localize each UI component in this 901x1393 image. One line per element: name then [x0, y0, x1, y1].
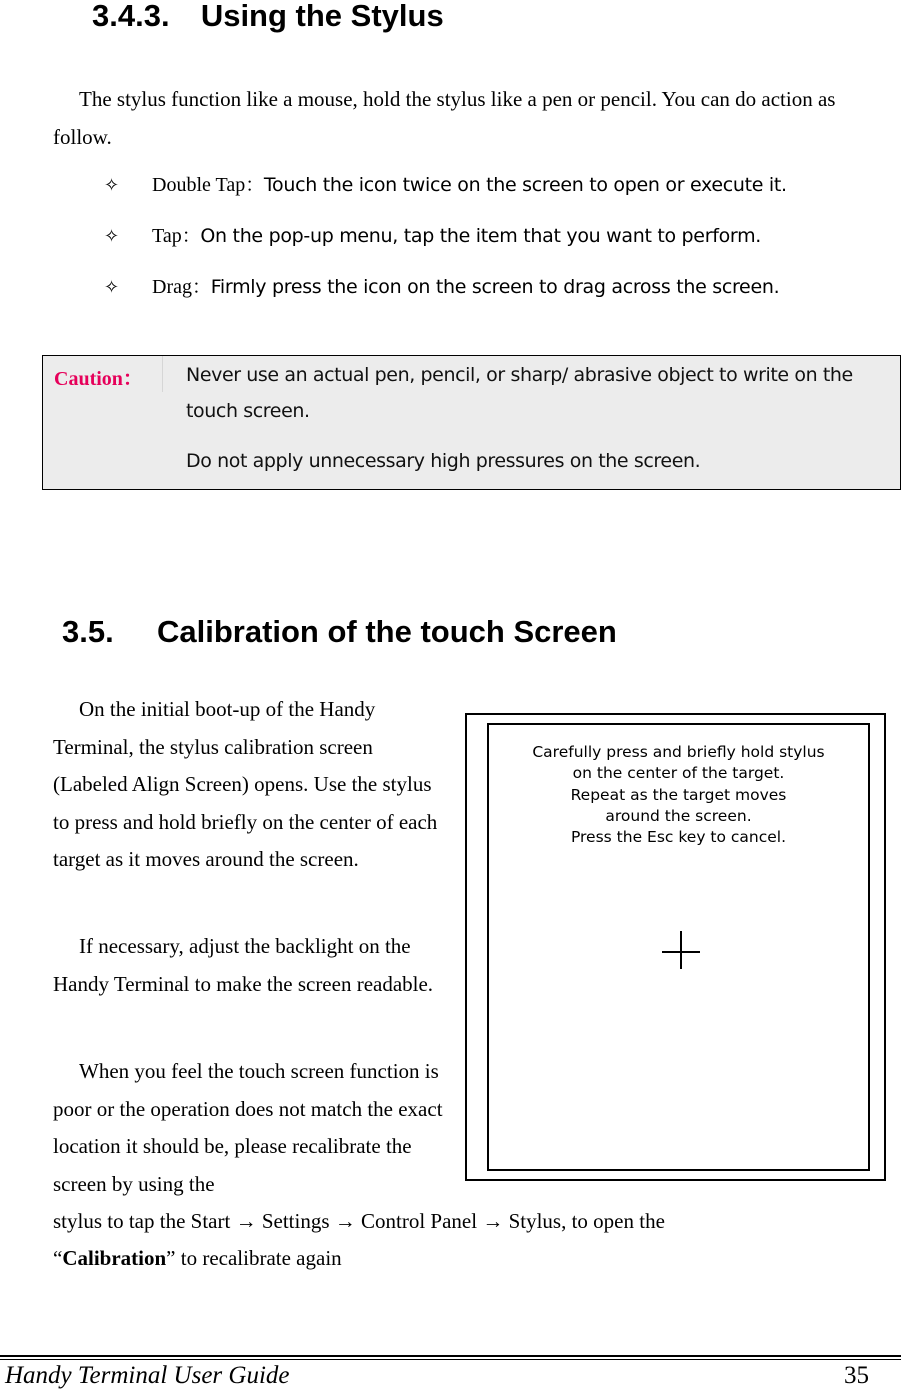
bullet-desc: Firmly press the icon on the screen to drag across the screen.: [210, 276, 780, 298]
page-number: 35: [844, 1362, 869, 1389]
caution-label: Caution：: [54, 368, 143, 390]
calibration-instructions: Carefully press and briefly hold stylus on the center of the target. Repeat as the target moves around the screen. Press the Esc key to cancel.: [532, 743, 825, 847]
bullet-term: Tap: [152, 225, 182, 247]
caution-line: touch screen.: [186, 400, 310, 422]
section-heading-3-5: [62, 614, 617, 650]
calibration-paragraph-2: If necessary, adjust the backlight on the Handy Terminal to make the screen readable.: [53, 934, 434, 996]
bullet-term: Double Tap: [152, 174, 246, 196]
caution-box: [42, 355, 901, 490]
calibration-screen: [487, 723, 870, 1171]
bullet-desc: Touch the icon twice on the screen to open or execute it.: [263, 174, 787, 196]
caution-divider: [162, 356, 163, 392]
bullet-marker-icon: ✧: [104, 277, 120, 298]
calibration-paragraph-3-end: “Calibration” to recalibrate again: [53, 1246, 342, 1270]
section-heading-3-4-3: [92, 0, 444, 34]
section-title: Using the Stylus: [200, 0, 444, 33]
footer-rule: [0, 1355, 901, 1357]
calibration-paragraph-3: When you feel the touch screen function is poor or the operation does not match the exact location it should be, please recalibrate the screen by using the: [53, 1059, 443, 1196]
section-number: 3.5.: [62, 614, 114, 649]
bullet-sep: ：: [191, 276, 211, 298]
footer-title: Handy Terminal User Guide: [5, 1362, 290, 1389]
bullet-drag: [104, 272, 779, 299]
calibration-paragraph-3-continued: stylus to tap the Start → Settings → Control Panel → Stylus, to open the: [53, 1209, 665, 1233]
section-title: Calibration of the touch Screen: [156, 614, 617, 649]
bullet-sep: ：: [245, 174, 264, 196]
calibration-paragraph-1: On the initial boot-up of the Handy Terminal, the stylus calibration screen (Labeled Align Screen) opens. Use the stylus to press and hold briefly on the center of each target as it moves around the screen.: [53, 697, 438, 871]
bullet-desc: On the pop-up menu, tap the item that you want to perform.: [200, 225, 762, 247]
bullet-double-tap: [104, 170, 787, 197]
caution-line: Never use an actual pen, pencil, or sharp/ abrasive object to write on the: [186, 364, 853, 386]
section-number: 3.4.3.: [92, 0, 170, 33]
bullet-sep: ：: [181, 225, 201, 247]
footer-rule: [0, 1359, 901, 1360]
calibration-keyword: Calibration: [62, 1246, 167, 1270]
bullet-marker-icon: ✧: [104, 175, 120, 196]
bullet-tap: [104, 221, 761, 248]
bullet-term: Drag: [152, 276, 192, 298]
stylus-intro: The stylus function like a mouse, hold the stylus like a pen or pencil. You can do action as follow.: [53, 87, 836, 149]
calibration-screen-figure: [465, 713, 886, 1181]
bullet-marker-icon: ✧: [104, 226, 120, 247]
caution-line: Do not apply unnecessary high pressures on the screen.: [186, 450, 701, 472]
